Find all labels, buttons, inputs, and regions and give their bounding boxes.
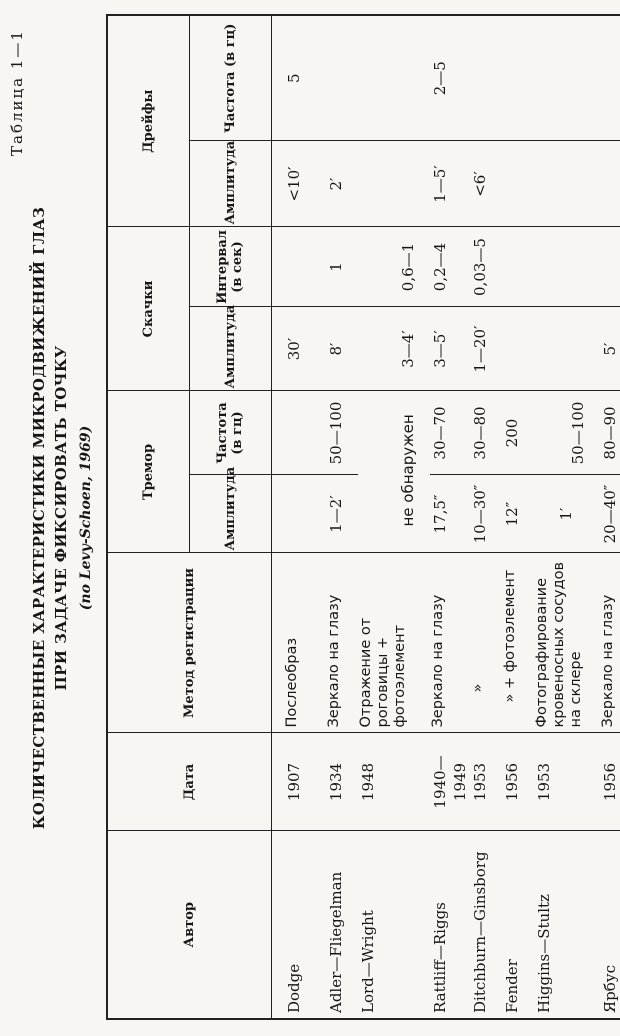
cell-drifts-amplitude: <10′ xyxy=(271,141,326,227)
cell-drifts-amplitude xyxy=(502,141,534,227)
table-row xyxy=(470,15,502,1019)
cell-date: 1940—1949 xyxy=(430,733,470,831)
cell-tremor-amplitude: 10—30″ xyxy=(470,475,502,553)
cell-drifts-frequency xyxy=(470,15,502,141)
cell-saccades-interval xyxy=(534,227,600,307)
table-source: (по Levy-Schoen, 1969) xyxy=(78,425,94,611)
cell-drifts-frequency: 5 xyxy=(271,15,326,141)
header-drifts: Дрейфы xyxy=(107,15,189,227)
cell-tremor-frequency: 30—80 xyxy=(470,391,502,475)
cell-drifts-frequency xyxy=(326,15,358,141)
table-row xyxy=(534,15,600,1019)
cell-method: Фотографирование кровеносных сосудов на склере xyxy=(534,553,600,733)
cell-drifts-frequency: 2—5 xyxy=(430,15,470,141)
cell-tremor-amplitude: 1′ xyxy=(534,475,600,553)
cell-drifts-frequency xyxy=(358,15,430,141)
cell-method: » + фотоэлемент xyxy=(502,553,534,733)
cell-author: Dodge xyxy=(271,831,326,1019)
cell-author: Adler—Fliegelman xyxy=(326,831,358,1019)
header-saccades-amplitude: Амплитуда xyxy=(189,307,271,391)
cell-tremor-amplitude xyxy=(271,475,326,553)
cell-saccades-amplitude: 3—5′ xyxy=(430,307,470,391)
cell-saccades-amplitude xyxy=(534,307,600,391)
header-tremor-frequency: Частота (в гц) xyxy=(189,391,271,475)
header-drifts-amplitude: Амплитуда xyxy=(189,141,271,227)
header-saccades: Скачки xyxy=(107,227,189,391)
cell-drifts-amplitude: 1—5′ xyxy=(430,141,470,227)
cell-date: 1948 xyxy=(358,733,430,831)
table-row xyxy=(271,15,326,1019)
table-row xyxy=(502,15,534,1019)
table-row xyxy=(430,15,470,1019)
header-drifts-frequency: Частота (в гц) xyxy=(189,15,271,141)
cell-author: Rattliff—Riggs xyxy=(430,831,470,1019)
header-date: Дата xyxy=(107,733,271,831)
cell-author: Fender xyxy=(502,831,534,1019)
cell-date: 1907 xyxy=(271,733,326,831)
cell-author: Higgins—Stultz xyxy=(534,831,600,1019)
table-row xyxy=(358,15,430,1019)
cell-saccades-interval xyxy=(271,227,326,307)
cell-saccades-interval: 0,03—5 xyxy=(470,227,502,307)
cell-drifts-frequency xyxy=(600,15,620,141)
cell-saccades-amplitude: 5′ xyxy=(600,307,620,391)
cell-method: Зеркало на глазу xyxy=(600,553,620,733)
cell-date: 1956 xyxy=(502,733,534,831)
cell-saccades-interval xyxy=(502,227,534,307)
cell-tremor-frequency: 30—70 xyxy=(430,391,470,475)
cell-saccades-interval: 1 xyxy=(326,227,358,307)
cell-tremor-frequency: 50—100 xyxy=(534,391,600,475)
microsaccade-table xyxy=(106,14,620,1020)
cell-tremor-amplitude: 20—40″ xyxy=(600,475,620,553)
cell-drifts-amplitude xyxy=(600,141,620,227)
cell-drifts-amplitude xyxy=(534,141,600,227)
cell-saccades-interval: 0,2—4 xyxy=(430,227,470,307)
table-title-line2: ПРИ ЗАДАЧЕ ФИКСИРОВАТЬ ТОЧКУ xyxy=(52,345,70,691)
cell-tremor-frequency xyxy=(271,391,326,475)
cell-saccades-amplitude: 3—4′ xyxy=(358,307,430,391)
cell-method: Зеркало на глазу xyxy=(430,553,470,733)
cell-drifts-amplitude: <6′ xyxy=(470,141,502,227)
cell-date: 1934 xyxy=(326,733,358,831)
table-row xyxy=(600,15,620,1019)
cell-saccades-amplitude: 1—20′ xyxy=(470,307,502,391)
cell-drifts-frequency xyxy=(534,15,600,141)
header-saccades-interval: Интервал (в сек) xyxy=(189,227,271,307)
cell-drifts-amplitude xyxy=(358,141,430,227)
cell-date: 1956 xyxy=(600,733,620,831)
cell-saccades-interval xyxy=(600,227,620,307)
cell-tremor-frequency: 80—90 xyxy=(600,391,620,475)
cell-date: 1953 xyxy=(534,733,600,831)
cell-saccades-amplitude: 8′ xyxy=(326,307,358,391)
cell-tremor-frequency: 50—100 xyxy=(326,391,358,475)
cell-drifts-amplitude: 2′ xyxy=(326,141,358,227)
cell-tremor-not-detected: не обнаружен xyxy=(358,391,430,553)
cell-drifts-frequency xyxy=(502,15,534,141)
header-method: Метод регистрации xyxy=(107,553,271,733)
cell-tremor-amplitude: 17,5″ xyxy=(430,475,470,553)
header-tremor-amplitude: Амплитуда xyxy=(189,475,271,553)
cell-tremor-amplitude: 1—2′ xyxy=(326,475,358,553)
cell-method: Зеркало на глазу xyxy=(326,553,358,733)
cell-author: Ditchburn—Ginsborg xyxy=(470,831,502,1019)
cell-date: 1953 xyxy=(470,733,502,831)
table-title-line1: КОЛИЧЕСТВЕННЫЕ ХАРАКТЕРИСТИКИ МИКРОДВИЖЕНИЙ ГЛАЗ xyxy=(30,206,48,830)
cell-saccades-amplitude: 30′ xyxy=(271,307,326,391)
cell-author: Lord—Wright xyxy=(358,831,430,1019)
cell-author: Ярбус xyxy=(600,831,620,1019)
cell-method: Отражение от роговицы + фотоэлемент xyxy=(358,553,430,733)
cell-tremor-frequency: 200 xyxy=(502,391,534,475)
cell-method: » xyxy=(470,553,502,733)
header-tremor: Тремор xyxy=(107,391,189,553)
cell-saccades-amplitude xyxy=(502,307,534,391)
header-author: Автор xyxy=(107,831,271,1019)
table-label: Таблица 1—1 xyxy=(8,29,26,156)
table-row xyxy=(326,15,358,1019)
cell-saccades-interval: 0,6—1 xyxy=(358,227,430,307)
cell-tremor-amplitude: 12″ xyxy=(502,475,534,553)
cell-method: Послеобраз xyxy=(271,553,326,733)
